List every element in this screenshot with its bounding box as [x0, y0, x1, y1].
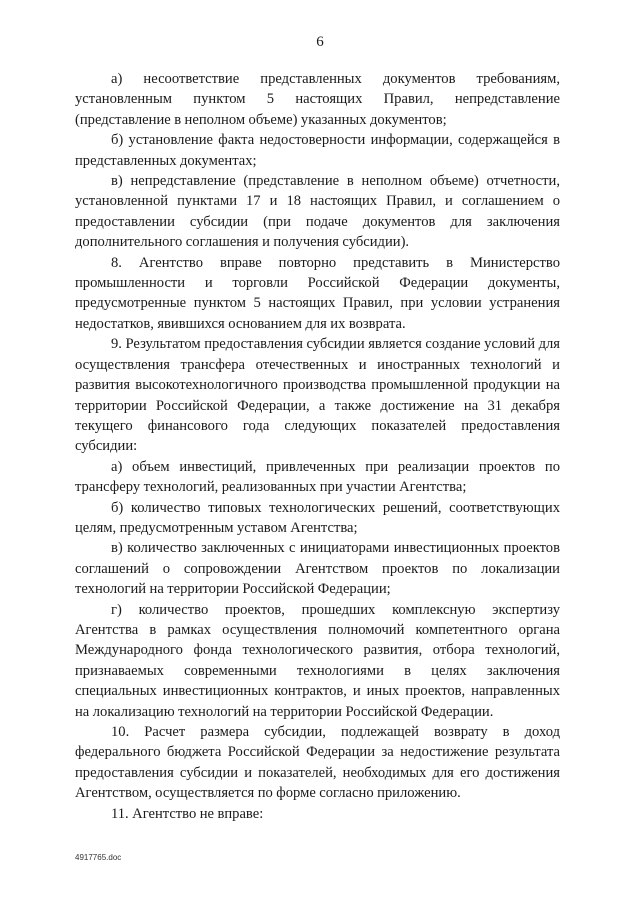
page-number: 6: [316, 34, 324, 50]
paragraph-9a: а) объем инвестиций, привлеченных при реализации проектов по трансферу технологий, реализованных при участии Агентства;: [75, 458, 560, 496]
footer-file-name: 4917765.doc: [75, 853, 122, 862]
paragraph-7b: б) установление факта недостоверности информации, содержащейся в представленных документах;: [75, 132, 560, 169]
paragraph-10: 10. Расчет размера субсидии, подлежащей возврату в доход федерального бюджета Российской Федерации за недостижение результата предоставления субсидии и показателей, необходимых для его достижения Агентством, осуществляется по форме согласно приложению.: [75, 724, 560, 802]
paragraph-7v: в) непредставление (представление в неполном объеме) отчетности, установленной пунктами 17 и 18 настоящих Правил, и соглашением о предоставлении субсидии (при подаче документов для заключения дополнительного соглашения и получения субсидии).: [75, 173, 560, 251]
paragraph-9: 9. Результатом предоставления субсидии является создание условий для осуществления трансфера отечественных и иностранных технологий и развития высокотехнологичного производства промышленной продукции на территории Российской Федерации, а также достижение на 31 декабря текущего финансового года следующих показателей предоставления субсидии:: [75, 336, 560, 455]
paragraph-7a: а) несоответствие представленных документов требованиям, установленным пунктом 5 настоящих Правил, непредставление (представление в неполном объеме) указанных документов;: [75, 71, 560, 128]
paragraph-9v: в) количество заключенных с инициаторами инвестиционных проектов соглашений о сопровождении Агентством проектов по локализации технологий на территории Российской Федерации;: [75, 540, 560, 598]
paragraph-8: 8. Агентство вправе повторно представить в Министерство промышленности и торговли Российской Федерации документы, предусмотренные пунктом 5 настоящих Правил, при условии устранения недостатков, явившихся основанием для их возврата.: [75, 254, 560, 332]
document-body: [75, 69, 560, 824]
paragraph-9b: б) количество типовых технологических решений, соответствующих целям, предусмотренным уставом Агентства;: [75, 499, 560, 536]
paragraph-11: 11. Агентство не вправе:: [111, 805, 264, 822]
paragraph-9g: г) количество проектов, прошедших комплексную экспертизу Агентства в рамках осуществления полномочий компетентного органа Международного фонда технологического развития, отбора технологий, признаваемых современными технологиями в целях заключения специальных инвестиционных контрактов, и иных проектов, направленных на локализацию технологий на территории Российской Федерации.: [75, 601, 560, 720]
